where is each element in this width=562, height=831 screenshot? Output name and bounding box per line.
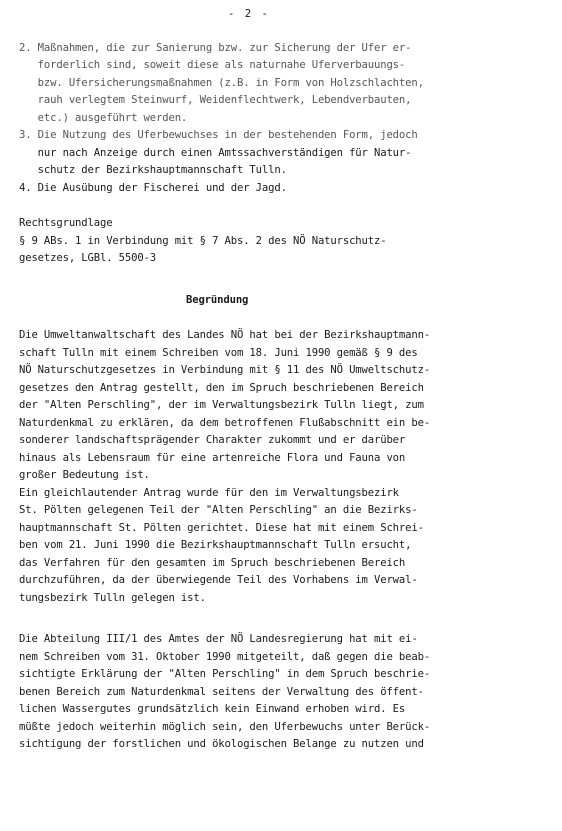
list-line: rauh verlegtem Steinwurf, Weidenflechtwerk, Lebendverbauten, <box>19 94 412 106</box>
paragraph-line: lichen Wassergutes grundsätzlich kein Einwand erhoben wird. Es <box>19 703 406 715</box>
paragraph-line: sonderer landschaftsprägender Charakter zukommt und er darüber <box>19 434 406 446</box>
paragraph-line: benen Bereich zum Naturdenkmal seitens der Verwaltung des öffent- <box>19 686 424 698</box>
paragraph-line: sichtigung der forstlichen und ökologischen Belange zu nutzen und <box>19 738 424 750</box>
list-line: 4. Die Ausübung der Fischerei und der Jagd. <box>19 182 287 194</box>
paragraph-line: müßte jedoch weiterhin möglich sein, den Uferbewuchs unter Berück- <box>19 721 431 733</box>
legal-basis-heading: Rechtsgrundlage <box>19 217 113 229</box>
paragraph-line: Die Abteilung III/1 des Amtes der NÖ Landesregierung hat mit ei- <box>19 633 418 645</box>
paragraph-line: hinaus als Lebensraum für eine artenreiche Flora und Fauna von <box>19 452 406 464</box>
paragraph-line: durchzuführen, da der überwiegende Teil des Vorhabens im Verwal- <box>19 574 418 586</box>
paragraph-line: St. Pölten gelegenen Teil der "Alten Perschling" an die Bezirks- <box>19 504 418 516</box>
section-heading: Begründung <box>186 294 249 306</box>
paragraph-line: schaft Tulln mit einem Schreiben vom 18. Juni 1990 gemäß § 9 des <box>19 347 418 359</box>
paragraph-line: Naturdenkmal zu erklären, da dem betroffenen Flußabschnitt ein be- <box>19 417 431 429</box>
list-line: bzw. Ufersicherungsmaßnahmen (z.B. in Form von Holzschlachten, <box>19 77 424 89</box>
paragraph-line: nem Schreiben vom 31. Oktober 1990 mitgeteilt, daß gegen die beab- <box>19 651 431 663</box>
paragraph-line: das Verfahren für den gesamten im Spruch beschriebenen Bereich <box>19 557 406 569</box>
list-line: nur nach Anzeige durch einen Amtssachverständigen für Natur- <box>19 147 412 159</box>
paragraph-line: Ein gleichlautender Antrag wurde für den im Verwaltungsbezirk <box>19 487 399 499</box>
paragraph-line: tungsbezirk Tulln gelegen ist. <box>19 592 206 604</box>
paragraph-line: NÖ Naturschutzgesetzes in Verbindung mit § 11 des NÖ Umweltschutz- <box>19 364 431 376</box>
paragraph-line: Die Umweltanwaltschaft des Landes NÖ hat bei der Bezirkshauptmann- <box>19 329 431 341</box>
paragraph-line: gesetzes den Antrag gestellt, den im Spruch beschriebenen Bereich <box>19 382 424 394</box>
list-line: 2. Maßnahmen, die zur Sanierung bzw. zur Sicherung der Ufer er- <box>19 42 412 54</box>
list-line: forderlich sind, soweit diese als naturnahe Uferverbauungs- <box>19 59 406 71</box>
page-number: - 2 - <box>228 8 270 20</box>
paragraph-line: großer Bedeutung ist. <box>19 469 150 481</box>
paragraph-line: ben vom 21. Juni 1990 die Bezirkshauptmannschaft Tulln ersucht, <box>19 539 412 551</box>
list-line: schutz der Bezirkshauptmannschaft Tulln. <box>19 164 287 176</box>
paragraph-line: hauptmannschaft St. Pölten gerichtet. Diese hat mit einem Schrei- <box>19 522 424 534</box>
legal-basis-line: gesetzes, LGBl. 5500-3 <box>19 252 157 264</box>
list-line: 3. Die Nutzung des Uferbewuchses in der bestehenden Form, jedoch <box>19 129 418 141</box>
paragraph-line: sichtigte Erklärung der "Alten Perschling" in dem Spruch beschrie- <box>19 668 431 680</box>
list-line: etc.) ausgeführt werden. <box>19 112 188 124</box>
paragraph-line: der "Alten Perschling", der im Verwaltungsbezirk Tulln liegt, zum <box>19 399 424 411</box>
legal-basis-line: § 9 ABs. 1 in Verbindung mit § 7 Abs. 2 des NÖ Naturschutz- <box>19 235 387 247</box>
